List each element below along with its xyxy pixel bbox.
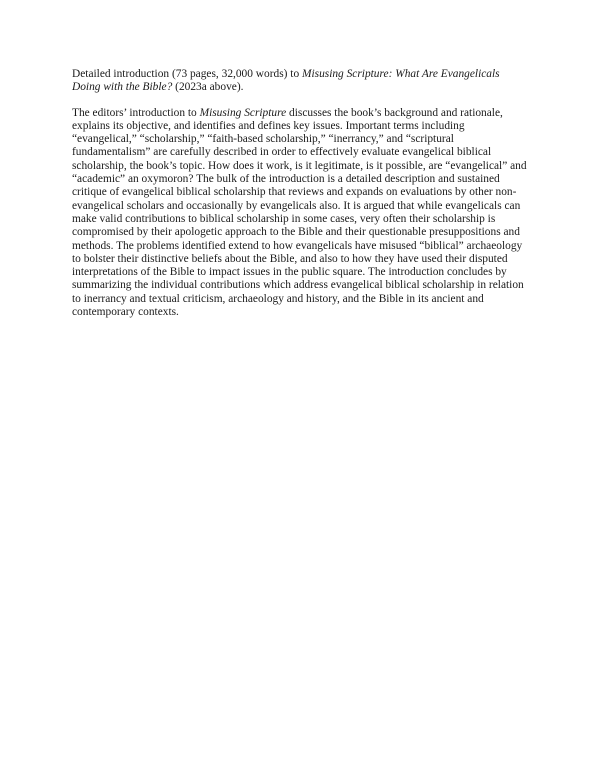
intro-paragraph: [72, 68, 528, 95]
intro-lead-text: Detailed introduction (73 pages, 32,000 words) to: [72, 68, 302, 80]
body-book-title: Misusing Scripture: [199, 106, 287, 119]
body-text: discusses the book’s background and rationale, explains its objective, and identifies and defines key issues. Important terms including “evangelical,” “scholarship,” “faith-based scholarship,” “inerrancy,” and “scriptural fundamentalism” are carefully described in order to effectively evaluate evangelical biblical scholarship, the book’s topic. How does it work, is it legitimate, is it possible, are “evangelical” and “academic” an oxymoron? The bulk of the introduction is a detailed description and sustained critique of evangelical biblical scholarship that reviews and expands on evaluations by other non-evangelical scholars and occasionally by evangelicals also. It is argued that while evangelicals can make valid contributions to biblical scholarship in some cases, very often their scholarship is compromised by their apologetic approach to the Bible and their questionable presuppositions and methods. The problems identified extend to how evangelicals have misused “biblical” archaeology to bolster their distinctive beliefs about the Bible, and also to how they have used their disputed interpretations of the Bible to impact issues in the public square. The introduction concludes by summarizing the individual contributions which address evangelical biblical scholarship in relation to inerrancy and textual criticism, archaeology and history, and the Bible in its ancient and contemporary contexts.: [72, 106, 527, 319]
intro-book-title: Misusing Scripture: What Are Evangelicals Doing with the Bible?: [72, 68, 500, 94]
body-paragraph: [72, 107, 528, 320]
intro-trail-text: (2023a above).: [172, 81, 244, 94]
document-content: [72, 68, 528, 331]
body-lead-text: The editors’ introduction to: [72, 106, 200, 119]
